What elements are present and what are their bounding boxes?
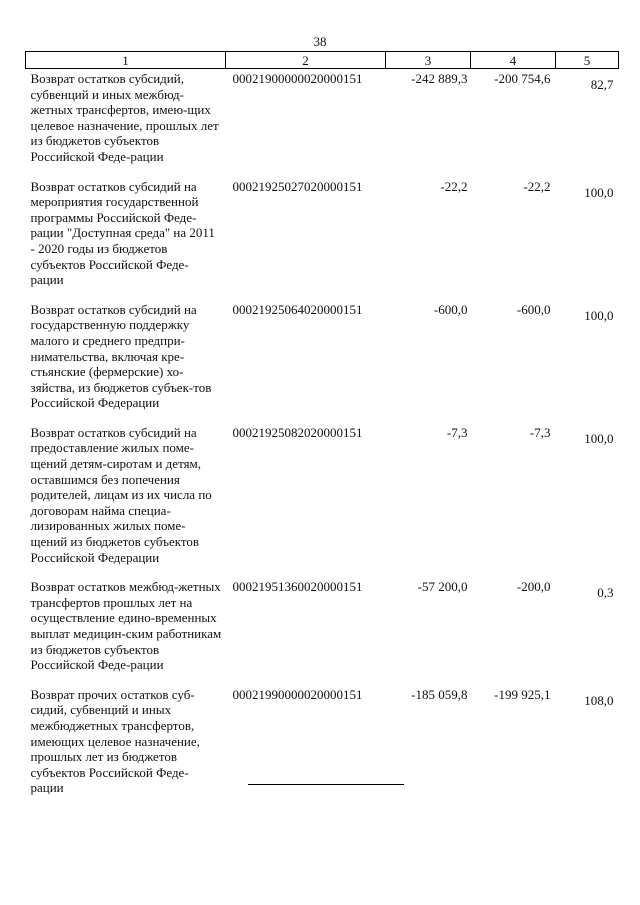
row-description: Возврат остатков межбюд-жетных трансфертов прошлых лет на осуществление едино-временных выплат медицин-ским работникам из бюджетов субъектов Российской Феде-рации [30, 579, 222, 673]
row-percent: 82,7 [590, 77, 614, 92]
row-value-col3: -57 200,0 [417, 579, 468, 595]
column-header-5: 5 [556, 52, 619, 69]
row-value-col4: -200 754,6 [494, 71, 551, 86]
row-percent-cell [556, 425, 619, 579]
row-description: Возврат остатков субсидий на мероприятия государственной программы Российской Феде-рации "Доступная среда" на 2011 - 2020 годы из бюджетов субъектов Российской Феде-рации [30, 178, 215, 288]
row-value-col3: -185 059,8 [411, 686, 468, 702]
column-header-4: 4 [471, 52, 556, 69]
row-value-col3: -7,3 [446, 424, 468, 440]
row-percent: 100,0 [584, 430, 614, 446]
table-row [26, 425, 619, 579]
table-row [26, 579, 619, 687]
row-percent-cell [556, 687, 619, 810]
row-percent: 100,0 [584, 307, 614, 323]
row-description: Возврат остатков субсидий на предоставление жилых поме-щений детям-сиротам и детям, оставшимся без попечения родителей, лицам из их числа по договорам найма специа-лизированных жилых поме-щений из бюджетов субъектов Российской Федерации [30, 424, 212, 565]
row-value-col4: -7,3 [529, 424, 551, 440]
row-code: 00021925027020000151 [232, 178, 363, 194]
row-code: 00021990000020000151 [232, 686, 363, 702]
row-value-col3: -600,0 [433, 301, 468, 317]
footer-divider [248, 784, 404, 785]
row-value-col4: -199 925,1 [494, 686, 551, 702]
table-body [26, 69, 619, 810]
row-code: 00021900000020000151 [232, 71, 363, 86]
column-header-2: 2 [226, 52, 386, 69]
budget-table [25, 51, 619, 810]
column-header-1: 1 [26, 52, 226, 69]
row-percent-cell [556, 179, 619, 302]
row-value-col4: -600,0 [516, 301, 551, 317]
row-description: Возврат остатков субсидий на государственную поддержку малого и среднего предпри-нимательства, включая кре-стьянские (фермерские) хо-зяйства, из бюджетов субъек-тов Российской Федерации [30, 301, 212, 411]
table-row [26, 179, 619, 302]
table-row [26, 302, 619, 425]
table-row [26, 687, 619, 810]
row-code: 00021951360020000151 [232, 579, 363, 595]
row-percent: 0,3 [597, 585, 614, 601]
table-row [26, 69, 619, 179]
row-description: Возврат прочих остатков суб-сидий, субвенций и иных межбюджетных трансфертов, имеющих целевое назначение, прошлых лет из бюджетов субъектов Российской Феде-рации [30, 686, 200, 796]
row-percent-cell [556, 302, 619, 425]
row-value-col3: -22,2 [440, 178, 468, 194]
column-header-3: 3 [386, 52, 471, 69]
row-value-col4: -22,2 [523, 178, 551, 194]
row-percent: 100,0 [584, 184, 614, 200]
row-percent-cell [556, 69, 619, 179]
row-description: Возврат остатков субсидий, субвенций и иных межбюд-жетных трансфертов, имею-щих целевое назначение, прошлых лет из бюджетов субъектов Российской Феде-рации [30, 71, 219, 164]
table-header [26, 52, 619, 69]
row-code: 00021925064020000151 [232, 301, 363, 317]
row-value-col3: -242 889,3 [411, 71, 468, 86]
row-percent-cell [556, 579, 619, 687]
row-percent: 108,0 [584, 692, 614, 708]
row-code: 00021925082020000151 [232, 424, 363, 440]
row-value-col4: -200,0 [516, 579, 551, 595]
page-number: 38 [313, 34, 327, 49]
